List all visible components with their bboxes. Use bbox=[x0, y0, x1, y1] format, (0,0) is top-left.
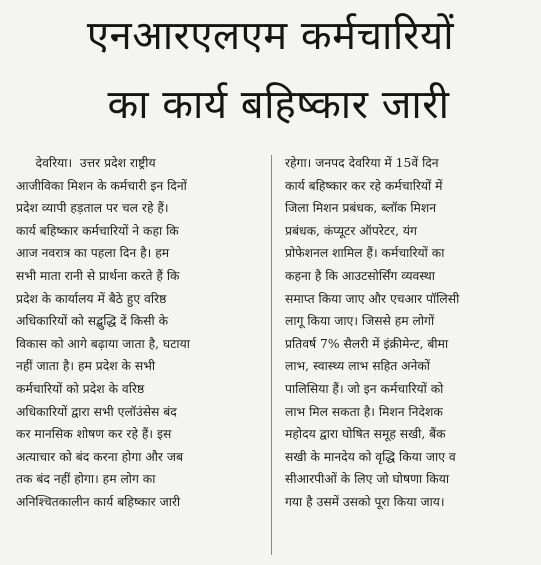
article-line: सखी के मानदेय को वृद्धि किया जाए व bbox=[285, 449, 456, 464]
article-line: पालिसिया हैं। जो इन कर्मचारियों को bbox=[285, 381, 444, 396]
article-line: प्रोफेशनल शामिल हैं। कर्मचारियों का bbox=[285, 246, 445, 261]
article-column-right bbox=[285, 152, 529, 514]
article-line: नहीं जाता है। हम प्रदेश के सभी bbox=[16, 359, 156, 374]
article-line: जिला मिशन प्रबंधक, ब्लॉक मिशन bbox=[285, 201, 437, 216]
article-line: कहना है कि आउटसोर्सिंग व्यवस्था bbox=[285, 268, 435, 283]
article-line: अधिकारियों द्वारा सभी एलॉउंसेस बंद bbox=[16, 404, 177, 419]
article-line: महोदय द्वारा घोषित समूह सखी, बैंक bbox=[285, 427, 446, 442]
article-line: लाभ, स्वास्थ्य लाभ सहित अनेकों bbox=[285, 359, 430, 374]
headline-line-1: एनआरएलएम कर्मचारियों bbox=[86, 13, 455, 59]
article-line: प्रदेश के कार्यालय में बैठे हुए वरिष्ठ bbox=[16, 291, 167, 306]
article-line: रहेगा। जनपद देवरिया में 15वें दिन bbox=[285, 156, 439, 170]
article-column-left bbox=[16, 152, 258, 514]
article-line: प्रदेश व्यापी हड़ताल पर चल रहे हैं। bbox=[16, 201, 169, 216]
article-line: कर मानसिक शोषण कर रहे हैं। इस bbox=[16, 427, 172, 442]
headline-line-2: का कार्य बहिष्कार जारी bbox=[107, 82, 450, 128]
article-line: देवरिया। उत्तर प्रदेश राष्ट्रीय bbox=[16, 156, 156, 170]
article-line: सीआरपीओं के लिए जो घोषणा किया bbox=[285, 472, 450, 487]
article-line: सभी माता रानी से प्रार्थना करते हैं कि bbox=[16, 268, 180, 283]
article-line: अधिकारियों को सद्बुद्धि दें किसी के bbox=[16, 314, 169, 329]
article-line: अनिश्चितकालीन कार्य बहिष्कार जारी bbox=[16, 494, 181, 509]
article-line: आजीविका मिशन के कर्मचारी इन दिनों bbox=[16, 178, 187, 193]
article-line: कर्मचारियों को प्रदेश के वरिष्ठ bbox=[16, 381, 145, 396]
article-line: तक बंद नहीं होगा। हम लोग का bbox=[16, 472, 156, 487]
article-line: आज नवरात्र का पहला दिन है। हम bbox=[16, 246, 170, 261]
article-line: समाप्त किया जाए और एचआर पॉलिसी bbox=[285, 291, 460, 306]
article-line: विकास को आगे बढ़ाया जाता है, घटाया bbox=[16, 336, 190, 351]
article-line: लाभ मिल सकता है। मिशन निदेशक bbox=[285, 404, 443, 419]
article-line: कार्य बहिष्कार कर रहे कर्मचारियों में bbox=[285, 178, 443, 193]
article-line: प्रतिवर्ष 7% सैलरी में इंक्रीमेन्ट, बीमा bbox=[285, 336, 449, 351]
column-divider bbox=[271, 155, 272, 555]
article-line: अत्याचार को बंद करना होगा और जब bbox=[16, 449, 183, 464]
article-line: लागू किया जाए। जिससे हम लोगों bbox=[285, 314, 435, 329]
article-line: कार्य बहिष्कार कर्मचारियों ने कहा कि bbox=[16, 223, 179, 238]
article-line: प्रबंधक, कंप्यूटर ऑपरेटर, यंग bbox=[285, 223, 417, 238]
article-line: गया है उसमें उसको पूरा किया जाय। bbox=[285, 494, 445, 509]
